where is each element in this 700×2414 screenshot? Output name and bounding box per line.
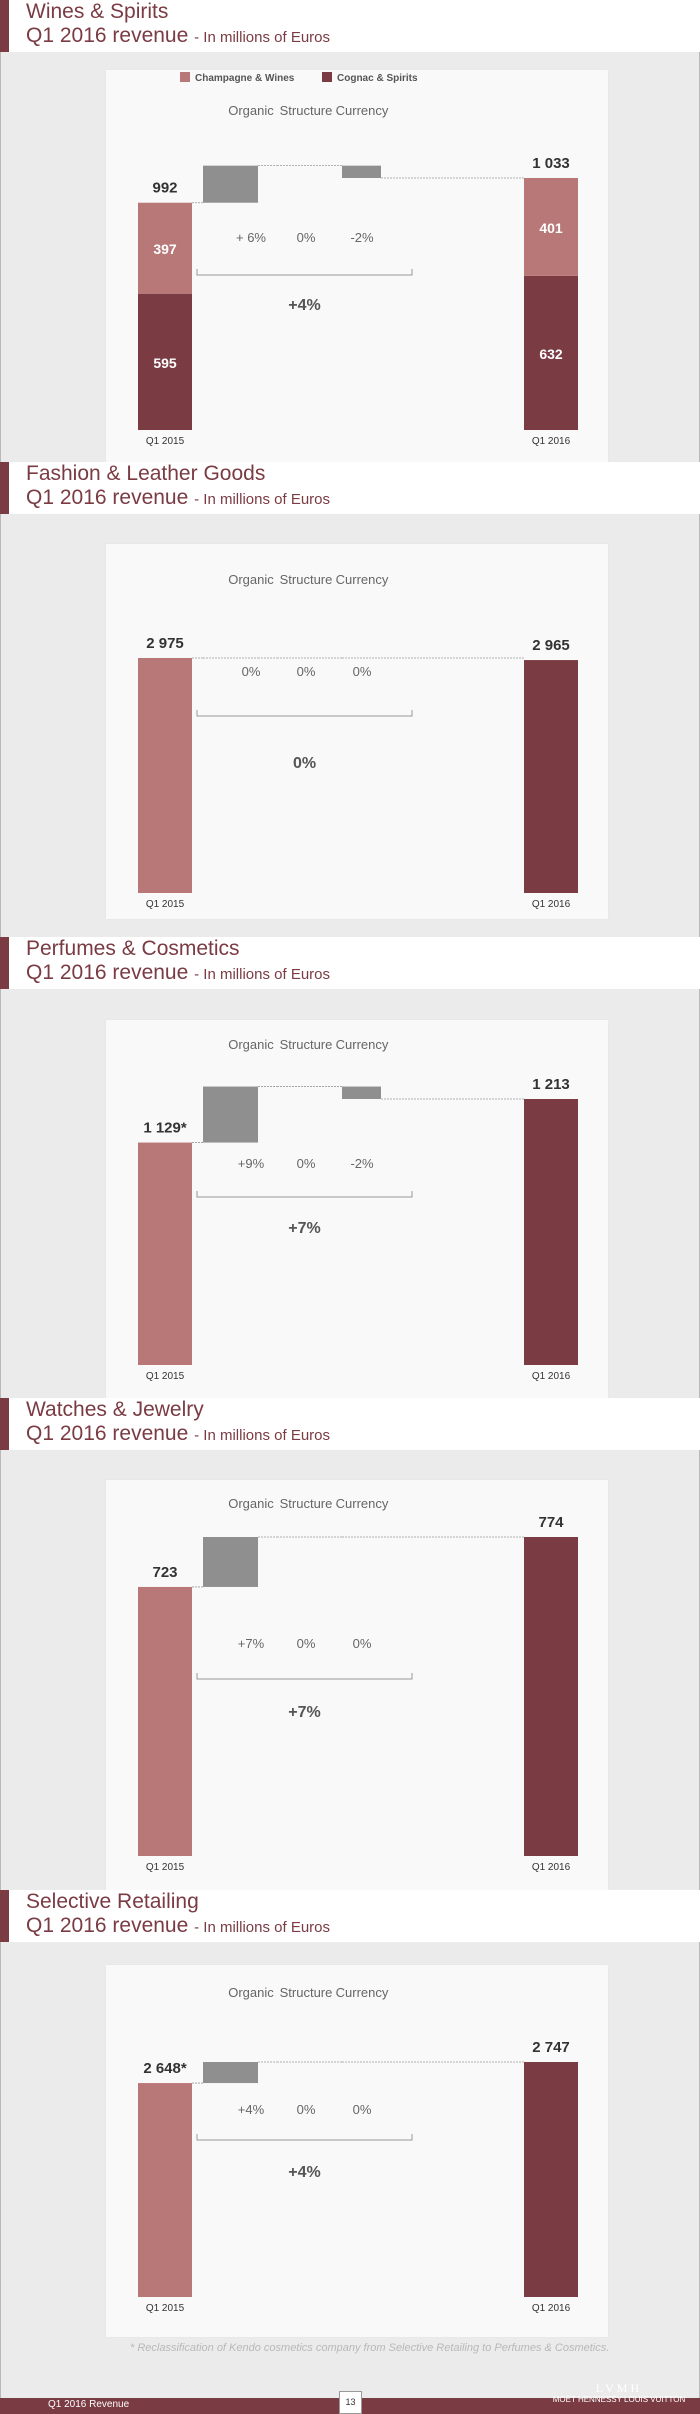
chart-panel-selective-retailing xyxy=(106,1965,608,2337)
bar-q1-2015 xyxy=(138,1143,192,1365)
section-title: Wines & Spirits xyxy=(26,0,169,23)
section-header-perfumes-cosmetics xyxy=(0,937,700,989)
total-label-q1-2015: 723 xyxy=(152,1563,178,1581)
subtitle-text: Q1 2016 revenue xyxy=(26,486,189,509)
chart-panel-watches-jewelry xyxy=(106,1480,608,1890)
subtitle-text: Q1 2016 revenue xyxy=(26,24,189,47)
category-label-q1-2016: Q1 2016 xyxy=(531,2303,571,2314)
section-header-selective-retailing xyxy=(0,1890,700,1942)
header-accent-bar xyxy=(0,462,9,514)
total-label-q1-2016: 774 xyxy=(538,1514,564,1531)
step-percentage: 0% xyxy=(296,230,316,245)
category-label-q1-2016: Q1 2016 xyxy=(531,1371,571,1382)
total-label-q1-2016: 2 965 xyxy=(532,637,570,655)
category-label-q1-2015: Q1 2015 xyxy=(145,1862,185,1873)
header-accent-bar xyxy=(0,1890,9,1942)
total-label-q1-2015: 1 129* xyxy=(143,1119,187,1137)
section-header-fashion-leather xyxy=(0,462,700,514)
subtitle-text: Q1 2016 revenue xyxy=(26,1422,189,1445)
total-change-label: 0% xyxy=(292,755,317,772)
column-header: Currency xyxy=(335,1496,389,1511)
section-subtitle xyxy=(26,1422,330,1448)
column-header: Organic xyxy=(228,1985,274,2000)
category-label-q1-2016: Q1 2016 xyxy=(531,436,571,447)
category-label-q1-2015: Q1 2015 xyxy=(145,899,185,910)
bar-q1-2016 xyxy=(524,2062,578,2297)
legend-swatch xyxy=(322,72,332,82)
category-label-q1-2015: Q1 2015 xyxy=(145,1371,185,1382)
bridge-step-bar xyxy=(203,1537,258,1587)
step-percentage: -2% xyxy=(350,1156,374,1171)
logo-tagline: MOËT HENNESSY LOUIS VUITTON xyxy=(552,2395,686,2404)
column-header: Structure xyxy=(279,1037,333,1052)
column-header: Structure xyxy=(279,1496,333,1511)
step-percentage: 0% xyxy=(296,1156,316,1171)
total-change-bracket xyxy=(197,710,412,716)
chart-panel-wines-spirits xyxy=(106,70,608,462)
footnote: * Reclassification of Kendo cosmetics company from Selective Retailing to Perfumes & Cosmetics. xyxy=(130,2342,610,2354)
legend-label: Champagne & Wines xyxy=(195,73,295,84)
step-percentage: 0% xyxy=(241,664,261,679)
category-label-q1-2015: Q1 2015 xyxy=(145,436,185,447)
step-percentage: 0% xyxy=(296,1636,316,1651)
column-header: Currency xyxy=(335,1037,389,1052)
total-label-q1-2016: 1 033 xyxy=(532,155,570,172)
column-header: Organic xyxy=(228,572,274,587)
unit-text: - In millions of Euros xyxy=(194,1919,331,1936)
header-accent-bar xyxy=(0,937,9,989)
step-percentage: 0% xyxy=(296,664,316,679)
section-subtitle xyxy=(26,961,330,987)
total-change-bracket xyxy=(197,2134,412,2140)
unit-text: - In millions of Euros xyxy=(194,29,331,46)
column-header: Currency xyxy=(335,103,389,118)
section-header-wines-spirits xyxy=(0,0,700,52)
segment-label: 632 xyxy=(539,345,563,362)
total-change-label: +4% xyxy=(288,297,321,314)
column-header: Organic xyxy=(228,1037,274,1052)
bar-q1-2016 xyxy=(524,1537,578,1856)
step-percentage: -2% xyxy=(350,230,374,245)
legend-label: Cognac & Spirits xyxy=(337,73,418,84)
unit-text: - In millions of Euros xyxy=(194,1427,331,1444)
section-subtitle xyxy=(26,24,330,50)
bar-q1-2015 xyxy=(138,2083,192,2297)
column-header: Organic xyxy=(228,103,274,118)
chart-panel-fashion-leather xyxy=(106,544,608,919)
legend-swatch xyxy=(180,72,190,82)
bridge-step-bar xyxy=(342,1087,381,1099)
lvmh-logo xyxy=(544,2382,694,2406)
unit-text: - In millions of Euros xyxy=(194,491,331,508)
segment-label: 595 xyxy=(153,354,177,371)
total-label-q1-2015: 2 975 xyxy=(146,635,184,652)
header-accent-bar xyxy=(0,0,9,52)
total-label-q1-2016: 1 213 xyxy=(532,1076,570,1093)
subtitle-text: Q1 2016 revenue xyxy=(26,961,189,984)
waterfall-chart xyxy=(106,544,608,919)
segment-label: 397 xyxy=(153,241,177,258)
column-header: Organic xyxy=(228,1496,274,1511)
section-subtitle xyxy=(26,486,330,512)
chart-panel-perfumes-cosmetics xyxy=(106,1020,608,1398)
category-label-q1-2016: Q1 2016 xyxy=(531,1862,571,1873)
footer-report-label: Q1 2016 Revenue xyxy=(48,2399,130,2410)
total-change-bracket xyxy=(197,1191,412,1197)
category-label-q1-2016: Q1 2016 xyxy=(531,899,571,910)
bar-q1-2015 xyxy=(138,1587,192,1856)
waterfall-chart xyxy=(106,70,608,462)
section-title: Perfumes & Cosmetics xyxy=(26,937,240,960)
step-percentage: 0% xyxy=(352,2102,372,2117)
bar-q1-2016 xyxy=(524,1099,578,1365)
step-percentage: + 6% xyxy=(236,230,266,245)
total-change-label: +7% xyxy=(288,1220,321,1237)
bar-q1-2015 xyxy=(138,658,192,893)
step-percentage: +4% xyxy=(237,2102,265,2117)
page-number: 13 xyxy=(339,2391,362,2414)
category-label-q1-2015: Q1 2015 xyxy=(145,2303,185,2314)
step-percentage: 0% xyxy=(352,1636,372,1651)
total-change-bracket xyxy=(197,269,412,275)
bridge-step-bar xyxy=(203,1087,258,1143)
step-percentage: 0% xyxy=(352,664,372,679)
total-label-q1-2016: 2 747 xyxy=(532,2039,570,2056)
bridge-step-bar xyxy=(342,166,381,178)
header-accent-bar xyxy=(0,1398,9,1450)
waterfall-chart xyxy=(106,1020,608,1398)
step-percentage: 0% xyxy=(296,2102,316,2117)
section-subtitle xyxy=(26,1914,330,1940)
column-header: Structure xyxy=(279,103,333,118)
total-change-label: +4% xyxy=(288,2164,321,2181)
bar-q1-2016 xyxy=(524,660,578,893)
subtitle-text: Q1 2016 revenue xyxy=(26,1914,189,1937)
column-header: Structure xyxy=(279,572,333,587)
column-header: Currency xyxy=(335,1985,389,2000)
section-header-watches-jewelry xyxy=(0,1398,700,1450)
bridge-step-bar xyxy=(203,166,258,203)
waterfall-chart xyxy=(106,1480,608,1890)
logo-wordmark: LVMH xyxy=(595,2381,643,2395)
segment-label: 401 xyxy=(539,219,563,236)
step-percentage: +7% xyxy=(237,1636,265,1651)
section-title: Watches & Jewelry xyxy=(26,1398,204,1421)
section-title: Fashion & Leather Goods xyxy=(26,462,266,485)
total-label-q1-2015: 992 xyxy=(152,179,178,197)
bridge-step-bar xyxy=(203,2062,258,2083)
total-label-q1-2015: 2 648* xyxy=(143,2060,187,2078)
step-percentage: +9% xyxy=(237,1156,265,1171)
waterfall-chart xyxy=(106,1965,608,2337)
total-change-label: +7% xyxy=(288,1704,321,1721)
column-header: Currency xyxy=(335,572,389,587)
column-header: Structure xyxy=(279,1985,333,2000)
section-title: Selective Retailing xyxy=(26,1890,199,1913)
total-change-bracket xyxy=(197,1673,412,1679)
unit-text: - In millions of Euros xyxy=(194,966,331,983)
